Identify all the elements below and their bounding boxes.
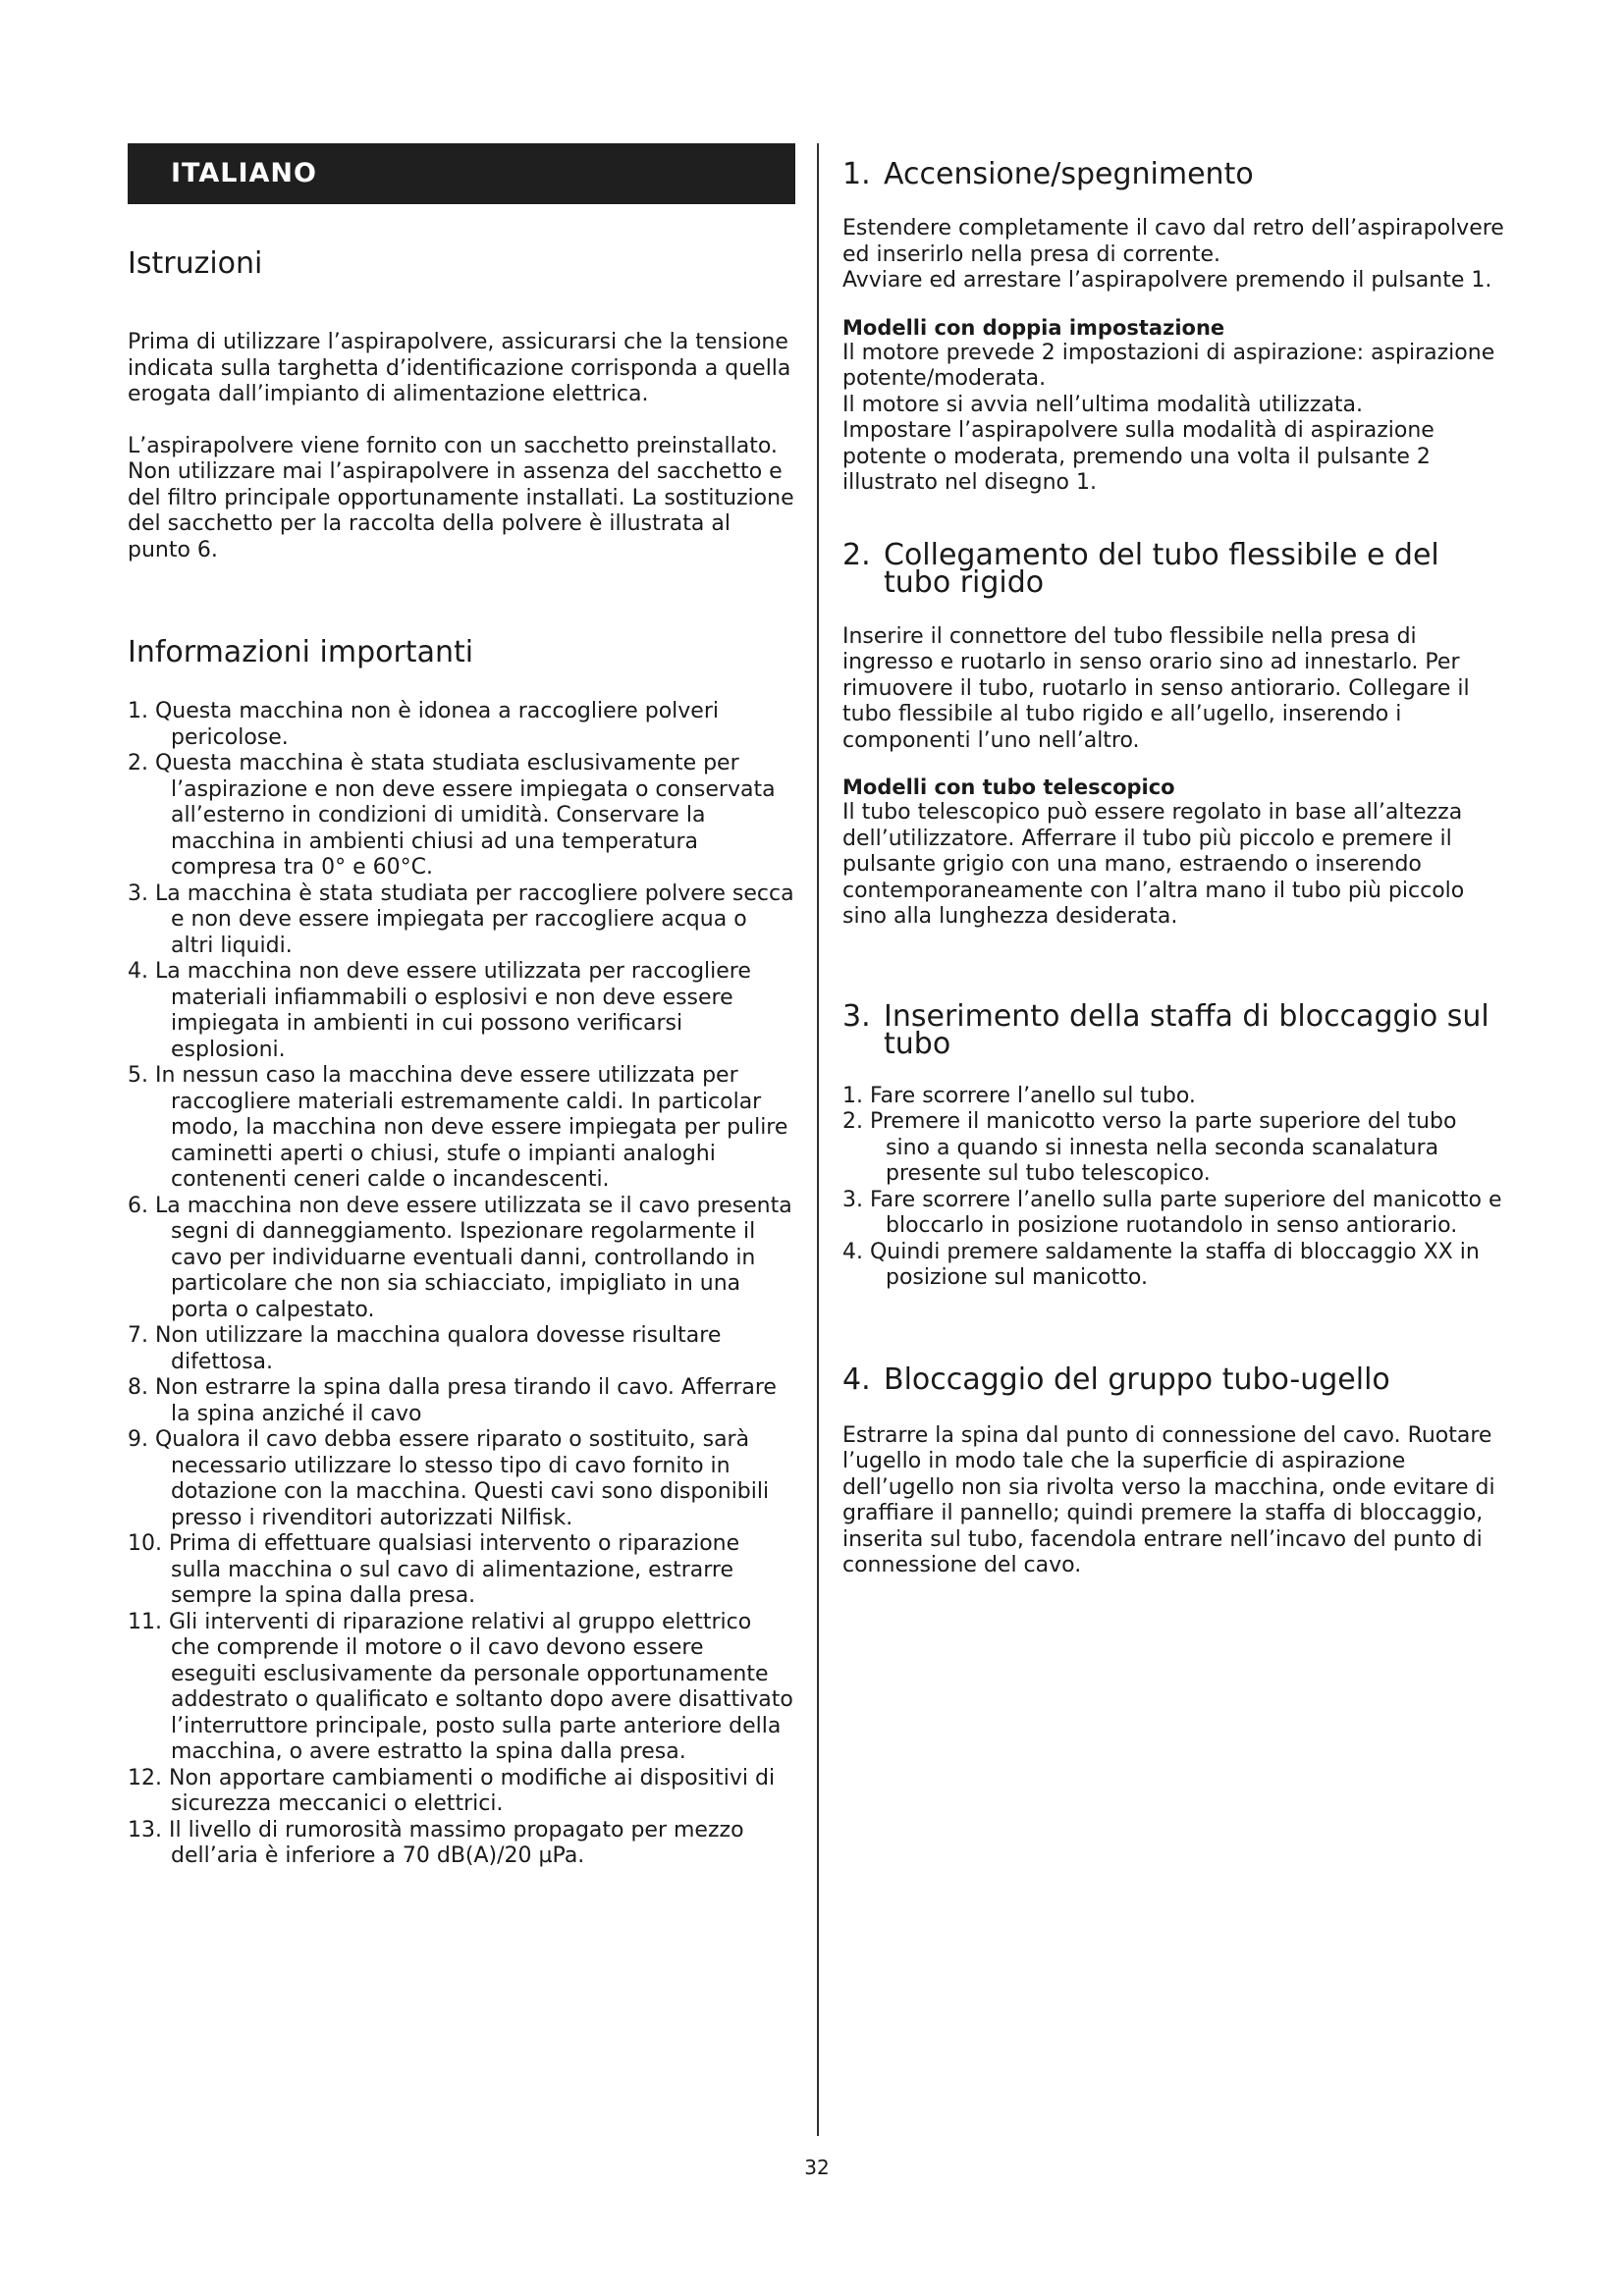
section-number: 4.	[842, 1362, 871, 1397]
section-paragraph: Avviare ed arrestare l’aspirapolvere premendo il pulsante 1.	[842, 268, 1492, 293]
section-title: Bloccaggio del gruppo tubo-ugello	[884, 1362, 1390, 1397]
list-item: 2. Premere il manicotto verso la parte superiore del tubo sino a quando si innesta nella seconda scanalatura presente sul tubo telescopico.	[842, 1109, 1457, 1186]
section-3-heading	[842, 998, 1506, 1061]
section-4-heading	[842, 1362, 1506, 1397]
section-paragraph: Il motore si avvia nell’ultima modalità utilizzata.	[842, 392, 1363, 417]
section-paragraph: Il motore prevede 2 impostazioni di aspirazione: aspirazione potente/moderata.	[842, 340, 1495, 391]
instructions-paragraph: Prima di utilizzare l’aspirapolvere, assicurarsi che la tensione indicata sulla targhetta d’identificazione corrisponda a quella erogata dall’impianto di alimentazione elettrica.	[128, 330, 791, 406]
section-title: Collegamento del tubo flessibile e del tubo rigido	[884, 537, 1439, 600]
section-number: 3.	[842, 998, 871, 1034]
section-number: 1.	[842, 157, 871, 191]
section-subheading: Modelli con tubo telescopico	[842, 775, 1175, 799]
list-item: 3. La macchina è stata studiata per raccogliere polvere secca e non deve essere impiegata per raccogliere acqua o altri liquidi.	[128, 881, 794, 958]
list-item: 3. Fare scorrere l’anello sulla parte superiore del manicotto e bloccarlo in posizione ruotandolo in senso antiorario.	[842, 1187, 1502, 1238]
instructions-paragraph: L’aspirapolvere viene fornito con un sacchetto preinstallato.	[128, 433, 778, 458]
list-item: 12. Non apportare cambiamenti o modifiche ai dispositivi di sicurezza meccanici o elettrici.	[128, 1765, 776, 1816]
section-subheading: Modelli con doppia impostazione	[842, 315, 1225, 340]
page-number: 32	[804, 2156, 830, 2179]
section-2-heading	[842, 537, 1506, 600]
list-item: 6. La macchina non deve essere utilizzata se il cavo presenta segni di danneggiamento. Ispezionare regolarmente il cavo per individuarne eventuali danni, controllando in particolare che non sia schiacciato, impigliato in una porta o calpestato.	[128, 1193, 792, 1322]
list-item: 4. La macchina non deve essere utilizzata per raccogliere materiali infiammabili o esplosivi e non deve essere impiegata in ambienti in cui possono verificarsi esplosioni.	[128, 959, 751, 1062]
section-paragraph: Inserire il connettore del tubo flessibile nella presa di ingresso e ruotarlo in senso orario sino ad innestarlo. Per rimuovere il tubo, ruotarlo in senso antiorario. Collegare il tubo flessibile al tubo rigido e all’ugello, inserendo i componenti l’uno nell’altro.	[842, 623, 1470, 753]
list-item: 5. In nessun caso la macchina deve essere utilizzata per raccogliere materiali estremamente caldi. In particolar modo, la macchina non deve essere impiegata per pulire caminetti aperti o chiusi, stufe o impianti analoghi contenenti ceneri calde o incandescenti.	[128, 1063, 788, 1192]
column-divider	[817, 143, 819, 2136]
section-3-list	[842, 1084, 1506, 1292]
section-paragraph: Il tubo telescopico può essere regolato in base all’altezza dell’utilizzatore. Afferrare il tubo più piccolo e premere il pulsante grigio con una mano, estraendo o inserendo contemporaneamente con l’altra mano il tubo più piccolo sino alla lunghezza desiderata.	[842, 800, 1465, 929]
list-item: 10. Prima di effettuare qualsiasi intervento o riparazione sulla macchina o sul cavo di alimentazione, estrarre sempre la spina dalla presa.	[128, 1531, 740, 1608]
right-column	[842, 143, 1506, 1579]
section-title: Accensione/spegnimento	[884, 157, 1254, 191]
important-heading: Informazioni importanti	[128, 635, 474, 669]
section-1-heading	[842, 157, 1506, 191]
list-item: 1. Questa macchina non è idonea a raccogliere polveri pericolose.	[128, 699, 719, 750]
list-item: 1. Fare scorrere l’anello sul tubo.	[842, 1083, 1196, 1108]
left-column	[128, 143, 795, 1870]
list-item: 9. Qualora il cavo debba essere riparato o sostituito, sarà necessario utilizzare lo stesso tipo di cavo fornito in dotazione con la macchina. Questi cavi sono disponibili presso i rivenditori autorizzati Nilfisk.	[128, 1427, 770, 1530]
list-item: 13. Il livello di rumorosità massimo propagato per mezzo dell’aria è inferiore a 70 dB(A)/20 µPa.	[128, 1817, 744, 1868]
instructions-heading: Istruzioni	[128, 246, 263, 281]
language-header: ITALIANO	[128, 143, 795, 204]
list-item: 2. Questa macchina è stata studiata esclusivamente per l’aspirazione e non deve essere impiegata o conservata all’esterno in condizioni di umidità. Conservare la macchina in ambienti chiusi ad una temperatura compresa tra 0° e 60°C.	[128, 751, 776, 880]
list-item: 11. Gli interventi di riparazione relativi al gruppo elettrico che comprende il motore o il cavo devono essere eseguiti esclusivamente da personale opportunamente addestrato o qualificato e soltanto dopo avere disattivato l’interruttore principale, posto sulla parte anteriore della macchina, o avere estratto la spina dalla presa.	[128, 1609, 793, 1764]
section-number: 2.	[842, 537, 871, 572]
list-item: 7. Non utilizzare la macchina qualora dovesse risultare difettosa.	[128, 1323, 722, 1374]
important-list	[128, 699, 795, 1870]
section-paragraph: Impostare l’aspirapolvere sulla modalità di aspirazione potente o moderata, premendo una volta il pulsante 2 illustrato nel disegno 1.	[842, 418, 1435, 495]
instructions-paragraph: Non utilizzare mai l’aspirapolvere in assenza del sacchetto e del filtro principale opportunamente installati. La sostituzione del sacchetto per la raccolta della polvere è illustrata al punto 6.	[128, 459, 794, 562]
list-item: 8. Non estrarre la spina dalla presa tirando il cavo. Afferrare la spina anziché il cavo	[128, 1375, 777, 1426]
section-paragraph: Estendere completamente il cavo dal retro dell’aspirapolvere ed inserirlo nella presa di corrente.	[842, 216, 1504, 267]
section-paragraph: Estrarre la spina dal punto di connessione del cavo. Ruotare l’ugello in modo tale che la superficie di aspirazione dell’ugello non sia rivolta verso la macchina, onde evitare di graffiare il pannello; quindi premere la staffa di bloccaggio, inserita sul tubo, facendola entrare nell’incavo del punto di connessione del cavo.	[842, 1422, 1495, 1577]
list-item: 4. Quindi premere saldamente la staffa di bloccaggio XX in posizione sul manicotto.	[842, 1239, 1480, 1290]
section-title: Inserimento della staffa di bloccaggio sul tubo	[884, 998, 1489, 1061]
